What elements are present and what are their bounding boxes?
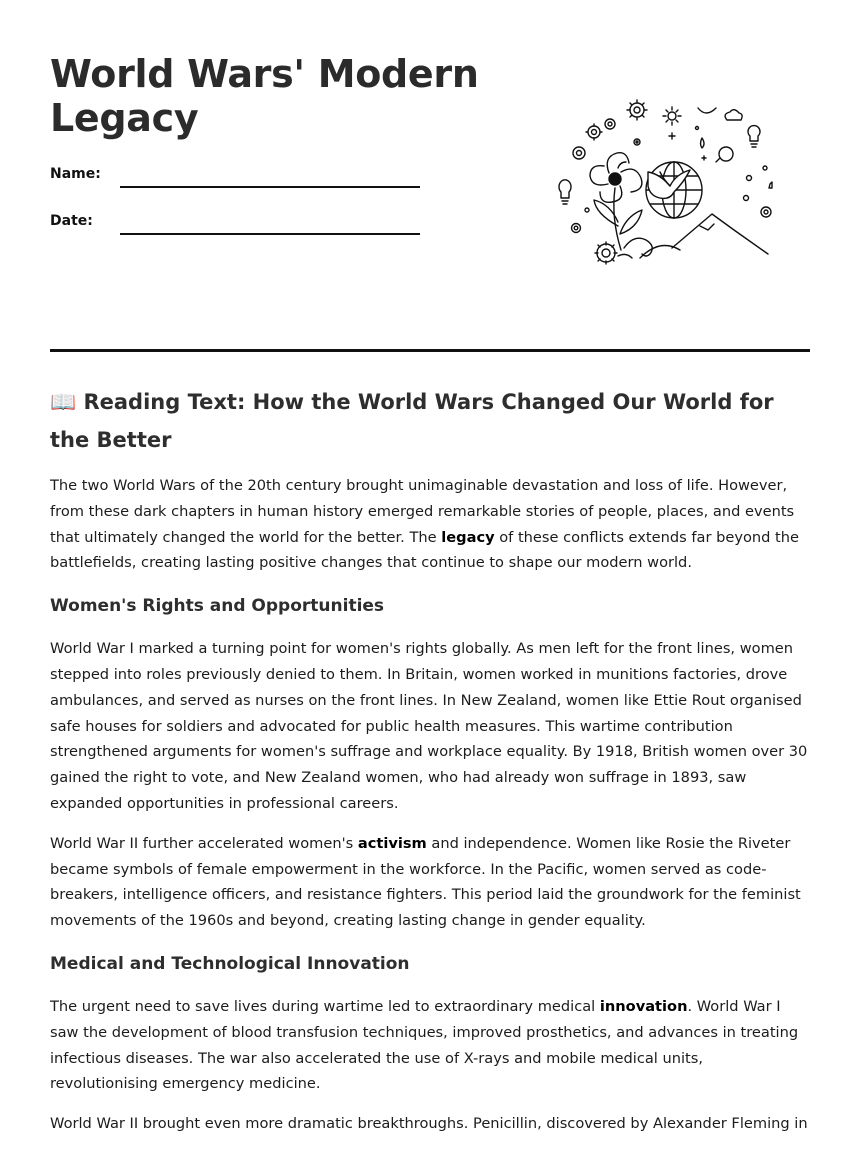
page-title: World Wars' Modern Legacy (50, 52, 479, 140)
light-bulb-icon (559, 180, 571, 204)
date-line[interactable] (120, 233, 420, 235)
medical-paragraph-2: World War II brought even more dramatic breakthroughs. Penicillin, discovered by Alexander Fleming in (50, 1115, 808, 1133)
landscape-icon (618, 214, 768, 258)
keyword-legacy: legacy (441, 528, 495, 546)
gear-icon (627, 100, 647, 120)
medical-paragraph-1: The urgent need to save lives during wartime led to extraordinary medical innovation. World War I saw the development of blood transfusion techniques, improved prosthetics, and advances in treating infectious diseases. The war also accelerated the use of X-rays and mobile medical units, revolutionising emergency medicine. (50, 997, 799, 1093)
reading-heading (50, 383, 810, 459)
keyword-innovation: innovation (599, 997, 688, 1015)
date-label: Date: (50, 213, 93, 229)
womens-rights-paragraph-2: World War II further accelerated women's activism and independence. Women like Rosie the Riveter became symbols of female empowerment in the workforce. In the Pacific, women served as code-breakers, intelligence officers, and resistance fighters. This period laid the groundwork for the feminist movements of the 1960s and beyond, creating lasting change in gender equality. (50, 834, 801, 930)
book-icon: 📖 (50, 390, 77, 414)
keyword-activism: activism (357, 834, 427, 852)
poppy-globe-dove-icon (552, 98, 777, 270)
dove-icon (648, 170, 690, 198)
header-divider (50, 349, 810, 352)
reading-section (50, 383, 810, 1151)
name-label: Name: (50, 166, 101, 182)
name-field (50, 166, 430, 196)
section-heading-womens-rights: Women's Rights and Opportunities (50, 596, 385, 617)
light-bulb-icon (748, 126, 760, 147)
womens-rights-paragraph-1: World War I marked a turning point for women's rights globally. As men left for the front lines, women stepped into roles previously denied to them. In Britain, women worked in munitions factories, drove ambulances, and served as nurses on the front lines. In New Zealand, women like Ettie Rout organised safe houses for soldiers and advocated for public health measures. This wartime contribution strengthened arguments for women's suffrage and workplace equality. By 1918, British women over 30 gained the right to vote, and New Zealand women, who had already won suffrage in 1893, saw expanded opportunities in professional careers. (50, 640, 808, 812)
intro-paragraph: The two World Wars of the 20th century brought unimaginable devastation and loss of life. However, from these dark chapters in human history emerged remarkable stories of people, places, and events that ultimately changed the world for the better. The legacy of these conflicts extends far beyond the battlefields, creating lasting positive changes that continue to shape our modern world. (50, 477, 800, 572)
gear-icon (586, 124, 602, 140)
sun-icon (663, 107, 681, 125)
reading-heading-text: Reading Text: How the World Wars Changed Our World for the Better (50, 390, 774, 452)
date-field (50, 213, 430, 243)
poppy-icon (590, 153, 642, 250)
gear-icon (595, 242, 617, 264)
name-line[interactable] (120, 186, 420, 188)
section-heading-medical: Medical and Technological Innovation (50, 953, 410, 974)
